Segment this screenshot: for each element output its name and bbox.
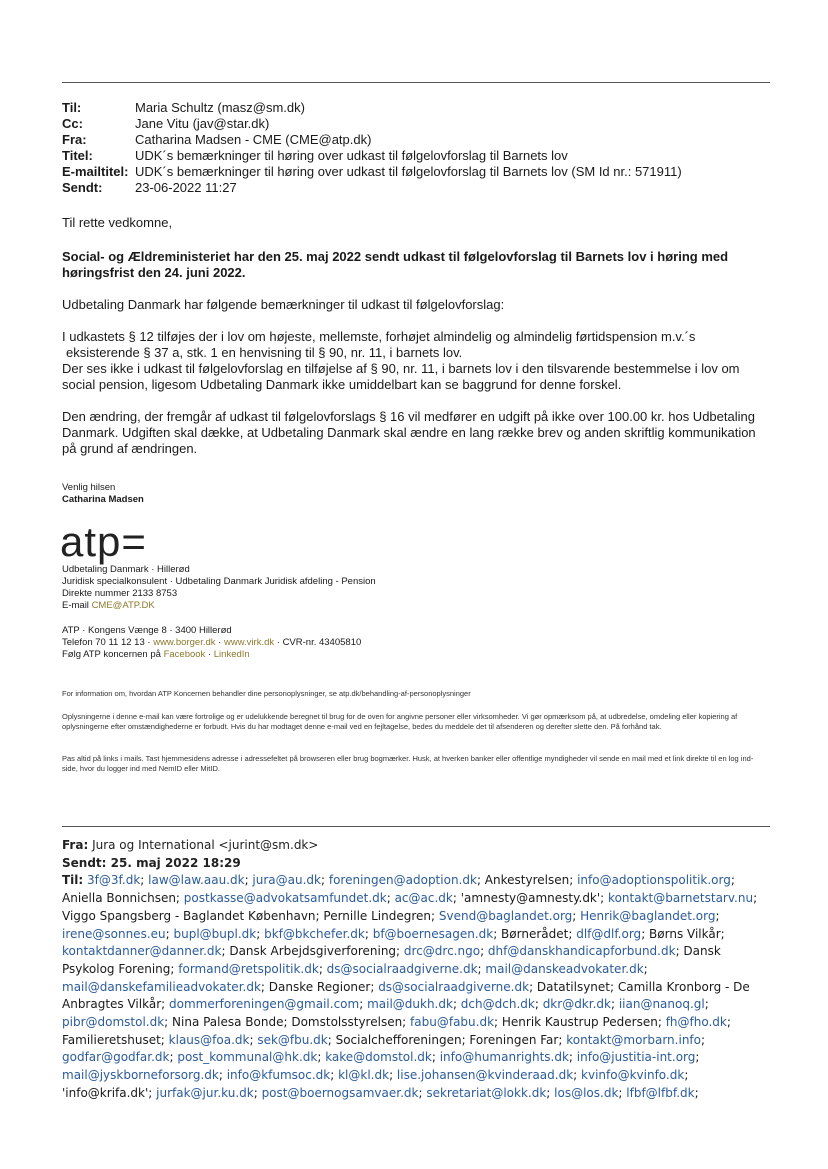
recipient-email-link[interactable]: kontakt@barnetstarv.nu <box>608 891 754 906</box>
signature: Venlig hilsen Catharina Madsen <box>62 482 144 505</box>
top-divider <box>62 82 770 83</box>
paragraph-1: Udbetaling Danmark har følgende bemærkninger til udkast til følgelovforslag: <box>62 297 505 312</box>
header-row-email-title: E-mailtitel: UDK´s bemærkninger til høring over udkast til følgelovforslag til Barnets lov (SM Id nr.: 571911) <box>62 164 682 179</box>
linkedin-link[interactable]: LinkedIn <box>213 649 250 660</box>
recipient-email-link[interactable]: post@boernogsamvaer.dk <box>261 1085 419 1100</box>
disclaimer-confidential: Oplysningerne i denne e-mail kan være fortrolige og er udelukkende beregnet til brug for de oven for angivne personer eller virksomheder. Vi gør opmærksom på, at udbredelse, omdeling eller kopiering af oplysningerne efter omstændighederne er forbudt. Hvis du har modtaget denne e-mail ved en fejltagelse, bedes du meddele det til afsenderen og derefter slette den. På forhånd tak. <box>62 712 738 731</box>
paragraph-2a: I udkastets § 12 tilføjes der i lov om højeste, mellemste, forhøjet almindelig og almindelig førtidspension m.v.´s <box>62 329 696 344</box>
borger-link[interactable]: www.borger.dk <box>153 637 216 648</box>
recipient-text: ; <box>169 1050 178 1065</box>
recipient-text: ; <box>418 1085 427 1100</box>
recipient-email-link[interactable]: ds@socialraadgiverne.dk <box>326 961 478 976</box>
recipient-email-link[interactable]: lfbf@lfbf.dk <box>626 1085 695 1100</box>
recipient-text: ; <box>165 926 174 941</box>
disclaimer-links: Pas altid på links i mails. Tast hjemmesidens adresse i adressefeltet på browseren eller brug bogmærker. Husk, at hverken banker eller offentlige myndigheder vil sende en mail med et link direkte til en log ind-side, hvor du logger ind med NemID eller MitID. <box>62 754 754 773</box>
recipient-email-link[interactable]: info@kfumsoc.dk <box>226 1068 331 1083</box>
recipient-email-link[interactable]: kontaktdanner@danner.dk <box>62 944 222 959</box>
recipient-email-link[interactable]: mail@dukh.dk <box>367 997 453 1012</box>
recipient-email-link[interactable]: pibr@domstol.dk <box>62 1015 165 1030</box>
recipient-text: ; Viggo Spangsberg - Baglandet København; Pernille Lindegren; <box>62 891 758 923</box>
recipient-email-link[interactable]: kontakt@morbarn.info <box>566 1032 701 1047</box>
recipient-email-link[interactable]: klaus@foa.dk <box>168 1032 250 1047</box>
recipient-email-link[interactable]: kake@domstol.dk <box>325 1050 432 1065</box>
recipient-text: ; Socialchefforeningen; Foreningen Far; <box>327 1032 567 1047</box>
recipient-email-link[interactable]: iian@nanoq.gl <box>618 997 705 1012</box>
recipient-text: ; <box>700 1032 706 1047</box>
recipient-text: ; <box>218 1068 227 1083</box>
recipient-email-link[interactable]: mail@danskefamilieadvokater.dk <box>62 979 261 994</box>
recipient-email-link[interactable]: Henrik@baglandet.org <box>580 908 716 923</box>
recipient-email-link[interactable]: dkr@dkr.dk <box>542 997 611 1012</box>
recipient-email-link[interactable]: sekretariat@lokk.dk <box>426 1085 547 1100</box>
disclaimer-privacy: For information om, hvordan ATP Koncernen behandler dine personoplysninger, se atp.dk/behandling-af-personoplysninger <box>62 689 471 698</box>
recipient-email-link[interactable]: Svend@baglandet.org <box>438 908 573 923</box>
email-header <box>62 100 682 196</box>
recipient-text: ; Ankestyrelsen; <box>476 873 578 888</box>
recipient-text: ; <box>140 873 149 888</box>
recipient-email-link[interactable]: sek@fbu.dk <box>257 1032 328 1047</box>
recipient-email-link[interactable]: los@los.dk <box>554 1085 619 1100</box>
paragraph-3: Den ændring, der fremgår af udkast til følgelovforslags § 16 vil medfører en udgift på ikke over 100.00 kr. hos Udbetaling Danmark. Udgiften skal dække, at Udbetaling Danmark skal ændre en lang række brev og anden skriftlig kommunikation på grund af ændringen. <box>62 409 756 456</box>
recipient-email-link[interactable]: postkasse@advokatsamfundet.dk <box>183 891 387 906</box>
recipient-text: ; <box>452 997 461 1012</box>
recipient-text: ; <box>643 961 648 976</box>
recipient-email-link[interactable]: mail@danskeadvokater.dk <box>485 961 644 976</box>
recipient-email-link[interactable]: bupl@bupl.dk <box>173 926 257 941</box>
paragraph-2c: Der ses ikke i udkast til følgelovforslag en tilføjelse af § 90, nr. 11, i barnets lov i den tilsvarende bestemmelse i lov om social pension, ligesom Udbetaling Danmark ikke umiddelbart kan se baggrund for denne forskel. <box>62 361 740 392</box>
contact-block: Udbetaling Danmark · Hillerød Juridisk specialkonsulent · Udbetaling Danmark Juridisk afdeling - Pension Direkte nummer 2133 8753 E-mail CME@ATP.DK ATP · Kongens Vænge 8 · 3400 Hillerød Telefon 70 11 12 13 · www.borger.dk · www.virk.dk · CVR-nr. 43405810 Følg ATP koncernen på Facebook · LinkedIn <box>62 564 376 660</box>
paragraph-2b: eksisterende § 37 a, stk. 1 en henvisning til § 90, nr. 11, i barnets lov. <box>66 345 463 360</box>
recipient-email-link[interactable]: dhf@danskhandicapforbund.dk <box>487 944 676 959</box>
recipient-text: ; <box>389 1068 397 1083</box>
recipient-text: ; <box>386 891 395 906</box>
recipient-email-link[interactable]: kvinfo@kvinfo.dk <box>581 1068 685 1083</box>
recipient-text: ; <box>704 997 709 1012</box>
recipient-email-link[interactable]: bf@boernesagen.dk <box>372 926 494 941</box>
recipient-email-link[interactable]: law@law.aau.dk <box>148 873 245 888</box>
recipient-email-link[interactable]: fabu@fabu.dk <box>410 1015 495 1030</box>
recipient-text: ; <box>694 1085 699 1100</box>
forward-divider <box>62 826 770 827</box>
recipient-email-link[interactable]: jura@au.dk <box>252 873 321 888</box>
email-link[interactable]: CME@ATP.DK <box>91 600 155 611</box>
recipient-text: ; <box>318 961 327 976</box>
recipient-email-link[interactable]: formand@retspolitik.dk <box>178 961 319 976</box>
recipient-email-link[interactable]: godfar@godfar.dk <box>62 1050 170 1065</box>
recipient-email-link[interactable]: info@humanrights.dk <box>439 1050 569 1065</box>
recipient-email-link[interactable]: info@adoptionspolitik.org <box>577 873 731 888</box>
recipient-text: ; <box>321 873 329 888</box>
recipient-text: ; <box>480 944 488 959</box>
recipient-text: ; <box>546 1085 555 1100</box>
forwarded-header: Fra: Jura og International <jurint@sm.dk> Sendt: 25. maj 2022 18:29 Til: 3f@3f.dk; law@law.aau.dk; jura@au.dk; foreningen@adoption.dk; Ankestyrelsen; info@adoptionspolitik.org; Aniella Bonnichsen; postkasse@advokatsamfundet.dk; ac@ac.dk; 'amnesty@amnesty.dk'; kontakt@barnetstarv.nu; Viggo Spangsberg - Baglandet København; Pernille Lindegren; Svend@baglandet.org; Henrik@baglandet.org; irene@sonnes.eu; bupl@bupl.dk; bkf@bkchefer.dk; bf@boernesagen.dk; Børnerådet; dlf@dlf.org; Børns Vilkår; kontaktdanner@danner.dk; Dansk Arbejdsgiverforening; drc@drc.ngo; dhf@danskhandicapforbund.dk; Dansk Psykolog Forening; formand@retspolitik.dk; ds@socialraadgiverne.dk; mail@danskeadvokater.dk; mail@danskefamilieadvokater.dk; Danske Regioner; ds@socialraadgiverne.dk; Datatilsynet; Camilla Kronborg - De Anbragtes Vilkår; dommerforeningen@gmail.com; mail@dukh.dk; dch@dch.dk; dkr@dkr.dk; iian@nanoq.gl; pibr@domstol.dk; Nina Palesa Bonde; Domstolsstyrelsen; fabu@fabu.dk; Henrik Kaustrup Pedersen; fh@fho.dk; Familieretshuset; klaus@foa.dk; sek@fbu.dk; Socialchefforeningen; Foreningen Far; kontakt@morbarn.info; godfar@godfar.dk; post_kommunal@hk.dk; kake@domstol.dk; info@humanrights.dk; info@justitia-int.org; mail@jyskborneforsorg.dk; info@kfumsoc.dk; kl@kl.dk; lise.johansen@kvinderaad.dk; kvinfo@kvinfo.dk; 'info@krifa.dk'; jurfak@jur.ku.dk; post@boernogsamvaer.dk; sekretariat@lokk.dk; los@los.dk; lfbf@lfbf.dk; <box>62 837 772 1103</box>
recipient-email-link[interactable]: drc@drc.ngo <box>403 944 481 959</box>
recipient-email-link[interactable]: ac@ac.dk <box>394 891 453 906</box>
recipient-text: ; Børnerådet; <box>493 926 577 941</box>
virk-link[interactable]: www.virk.dk <box>223 637 275 648</box>
recipient-text: ; <box>568 1050 577 1065</box>
bold-intro: Social- og Ældreministeriet har den 25. maj 2022 sendt udkast til følgelovforslag til Barnets lov i høring med høringsfrist den 24. juni 2022. <box>62 249 729 280</box>
header-row-title: Titel: UDK´s bemærkninger til høring over udkast til følgelovforslag til Barnets lov <box>62 148 568 163</box>
recipient-email-link[interactable]: foreningen@adoption.dk <box>328 873 477 888</box>
atp-logo: atp= <box>60 518 147 565</box>
recipient-text: ; Børns Vilkår; <box>641 926 725 941</box>
recipient-email-link[interactable]: ds@socialraadgiverne.dk <box>378 979 530 994</box>
recipient-email-link[interactable]: bkf@bkchefer.dk <box>264 926 365 941</box>
recipient-email-link[interactable]: fh@fho.dk <box>665 1015 727 1030</box>
recipient-text: ; <box>256 926 265 941</box>
recipient-email-link[interactable]: dch@dch.dk <box>460 997 535 1012</box>
recipient-text: ; <box>359 997 368 1012</box>
recipient-text: ; Danske Regioner; <box>260 979 379 994</box>
recipient-email-link[interactable]: info@justitia-int.org <box>576 1050 696 1065</box>
recipient-email-link[interactable]: kl@kl.dk <box>338 1068 390 1083</box>
recipient-text: ; 'amnesty@amnesty.dk'; <box>452 891 609 906</box>
recipient-text: ; <box>715 908 720 923</box>
recipient-text: ; Dansk Psykolog Forening; <box>62 944 721 976</box>
recipient-email-link[interactable]: irene@sonnes.eu <box>62 926 166 941</box>
recipient-email-link[interactable]: 3f@3f.dk <box>87 873 141 888</box>
header-row-sent: Sendt: 23-06-2022 11:27 <box>62 180 237 195</box>
recipient-text: ; <box>610 997 619 1012</box>
email-body <box>62 215 772 457</box>
recipient-email-link[interactable]: post_kommunal@hk.dk <box>177 1050 318 1065</box>
recipient-text: ; Datatilsynet; Camilla Kronborg - De Anbragtes Vilkår; <box>62 979 750 1012</box>
greeting: Til rette vedkomne, <box>62 215 173 230</box>
recipient-text: ; <box>477 961 486 976</box>
recipient-text: ; <box>317 1050 326 1065</box>
recipient-email-link[interactable]: jurfak@jur.ku.dk <box>156 1085 254 1100</box>
facebook-link[interactable]: Facebook <box>163 649 206 660</box>
recipient-text: ; <box>695 1050 700 1065</box>
recipient-text: ; Familieretshuset; <box>62 1015 731 1047</box>
recipient-email-link[interactable]: mail@jyskborneforsorg.dk <box>62 1068 219 1083</box>
recipient-text: ; 'info@krifa.dk'; <box>62 1068 689 1100</box>
recipient-text: ; Aniella Bonnichsen; <box>62 873 735 906</box>
recipient-email-link[interactable]: dommerforeningen@gmail.com <box>169 997 360 1012</box>
header-row-cc: Cc: Jane Vitu (jav@star.dk) <box>62 116 270 131</box>
recipient-email-link[interactable]: dlf@dlf.org <box>576 926 642 941</box>
recipient-list: Til: 3f@3f.dk; law@law.aau.dk; jura@au.dk; foreningen@adoption.dk; Ankestyrelsen; info@adoptionspolitik.org; Aniella Bonnichsen; postkasse@advokatsamfundet.dk; ac@ac.dk; 'amnesty@amnesty.dk'; kontakt@barnetstarv.nu; Viggo Spangsberg - Baglandet København; Pernille Lindegren; Svend@baglandet.org; Henrik@baglandet.org; irene@sonnes.eu; bupl@bupl.dk; bkf@bkchefer.dk; bf@boernesagen.dk; Børnerådet; dlf@dlf.org; Børns Vilkår; kontaktdanner@danner.dk; Dansk Arbejdsgiverforening; drc@drc.ngo; dhf@danskhandicapforbund.dk; Dansk Psykolog Forening; formand@retspolitik.dk; ds@socialraadgiverne.dk; mail@danskeadvokater.dk; mail@danskefamilieadvokater.dk; Danske Regioner; ds@socialraadgiverne.dk; Datatilsynet; Camilla Kronborg - De Anbragtes Vilkår; dommerforeningen@gmail.com; mail@dukh.dk; dch@dch.dk; dkr@dkr.dk; iian@nanoq.gl; pibr@domstol.dk; Nina Palesa Bonde; Domstolsstyrelsen; fabu@fabu.dk; Henrik Kaustrup Pedersen; fh@fho.dk; Familieretshuset; klaus@foa.dk; sek@fbu.dk; Socialchefforeningen; Foreningen Far; kontakt@morbarn.info; godfar@godfar.dk; post_kommunal@hk.dk; kake@domstol.dk; info@humanrights.dk; info@justitia-int.org; mail@jyskborneforsorg.dk; info@kfumsoc.dk; kl@kl.dk; lise.johansen@kvinderaad.dk; kvinfo@kvinfo.dk; 'info@krifa.dk'; jurfak@jur.ku.dk; post@boernogsamvaer.dk; sekretariat@lokk.dk; los@los.dk; lfbf@lfbf.dk; <box>62 873 758 1100</box>
recipient-text: ; <box>364 926 373 941</box>
header-row-from: Fra: Catharina Madsen - CME (CME@atp.dk) <box>62 132 372 147</box>
recipient-text: ; <box>244 873 253 888</box>
recipient-text: ; Dansk Arbejdsgiverforening; <box>221 944 404 959</box>
recipient-text: ; Nina Palesa Bonde; Domstolsstyrelsen; <box>164 1015 411 1030</box>
recipient-text: ; <box>534 997 543 1012</box>
recipient-text: ; <box>572 908 581 923</box>
recipient-text: ; <box>330 1068 339 1083</box>
recipient-email-link[interactable]: lise.johansen@kvinderaad.dk <box>396 1068 574 1083</box>
recipient-text: ; <box>253 1085 262 1100</box>
recipient-text: ; <box>618 1085 627 1100</box>
header-row-to: Til: Maria Schultz (masz@sm.dk) <box>62 100 305 115</box>
recipient-text: ; Henrik Kaustrup Pedersen; <box>494 1015 666 1030</box>
recipient-text: ; <box>573 1068 582 1083</box>
recipient-text: ; <box>431 1050 440 1065</box>
recipient-text: ; <box>249 1032 258 1047</box>
